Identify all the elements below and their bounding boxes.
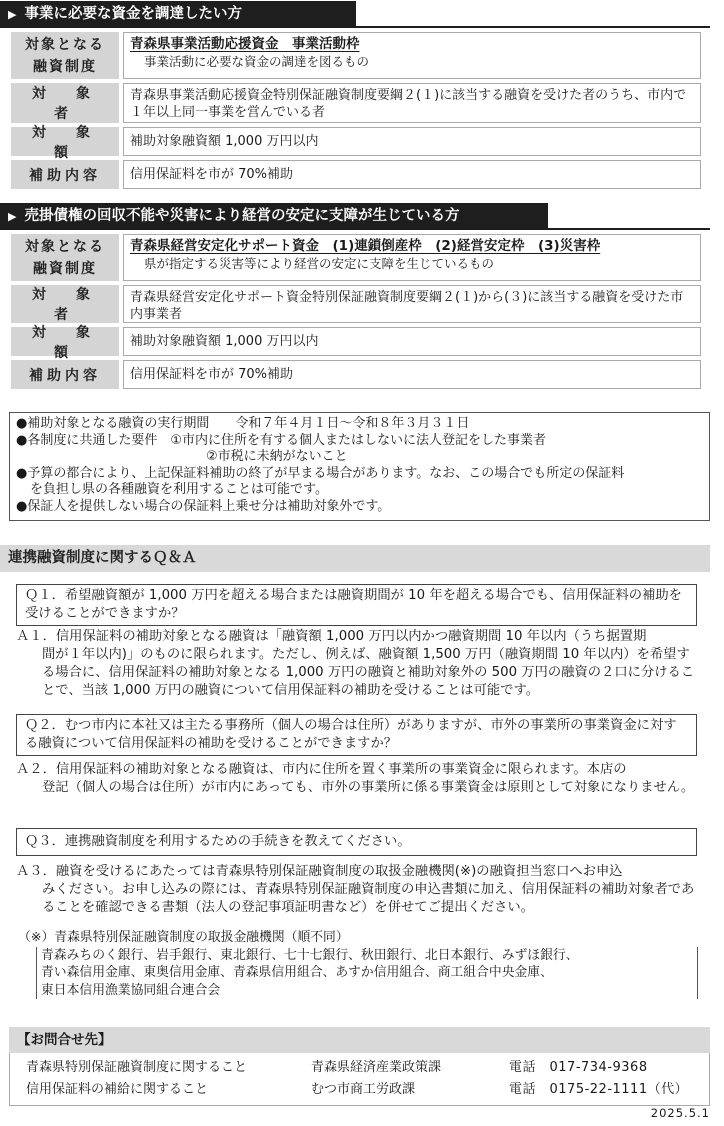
note-line: ●予算の都合により、上記保証料補助の終了が早まる場合があります。なお、この場合でも所定の保証料 [16,465,625,481]
row-value: 信用保証料を市が 70%補助 [123,360,701,389]
row-label: 補助内容 [11,160,119,189]
row-value: 青森県事業活動応援資金特別保証融資制度要綱２(１)に該当する融資を受けた者のうち、市内で１年以上同一事業を営んでいる者 [123,83,701,123]
answer-2-first: Ａ２．信用保証料の補助対象となる融資は、市内に住所を置く事業所の事業資金に限られます。本店の [16,762,627,777]
row-label: 対象となる 融資制度 [11,32,119,79]
section1-divider [356,26,710,28]
table-row [11,124,701,161]
publish-date: 2025.5.1 [650,1106,710,1120]
contact-row [26,1057,693,1079]
bank-line: 青い森信用金庫、東奥信用金庫、青森県信用組合、あすか信用組合、商工組合中央金庫、 [41,965,553,980]
answer-3-first: Ａ３．融資を受けるにあたっては青森県特別保証融資制度の取扱金融機関(※)の融資担当窓口へお申込 [16,864,623,879]
section2-heading [0,203,548,230]
answer-3-rest: みください。お申し込みの際には、青森県特別保証融資制度の申込書類に加え、信用保証料の補助対象者であることを確認できる書類（法人の登記事項証明書など）を併せてご提出ください。 [42,882,695,915]
note-line: ●補助対象となる融資の実行期間 令和７年４月１日～令和８年３月３１日 [16,416,470,431]
contact-body [9,1053,710,1106]
section1-heading [0,1,356,28]
row-label: 対 象 者 [11,285,119,323]
qa-heading: 連携融資制度に関するＱ＆Ａ [0,545,710,572]
table-row [11,324,701,361]
notes-box [9,412,710,521]
row-value: 補助対象融資額 1,000 万円以内 [123,127,701,156]
bank-list-section [18,929,706,999]
contact-heading: 【お問合せ先】 [9,1027,710,1053]
row-value: 補助対象融資額 1,000 万円以内 [123,327,701,356]
table-row [11,285,701,323]
row-label: 対 象 額 [11,127,119,156]
triangle-icon: ▶ [8,210,17,223]
section2-table [11,234,701,393]
answer-1-first: Ａ１．信用保証料の補助対象となる融資は「融資額 1,000 万円以内かつ融資期間 10 年以内（うち据置期 [16,629,647,644]
program-subtitle: 県が指定する災害等により経営の安定に支障を生じているもの [144,256,495,271]
contact-phone: 電話 017-734-9368 [509,1060,648,1075]
note-line: ●各制度に共通した要件 ①市内に住所を有する個人またはしないに法人登記をした事業者 [16,432,546,448]
table-row [11,360,701,389]
program-title: 青森県事業活動応援資金 事業活動枠 [130,36,360,52]
contact-topic: 信用保証料の補給に関すること [26,1082,209,1097]
answer-3 [16,863,702,917]
answer-1-rest: 間が１年以内)」のものに限られます。ただし、例えば、融資額 1,500 万円（融資期間 10 年以内）を希望する場合に、信用保証料の補助対象となる 1,000 万円の融資と補助対象外の 500 万円の融資の２口に分けることで、当該 1,000 万円の融資について信用保証料の補助を受けることは可能です。 [42,647,695,698]
triangle-icon: ▶ [8,8,17,21]
contact-dept: 青森県経済産業政策課 [311,1060,442,1075]
question-1: Ｑ１．希望融資額が 1,000 万円を超える場合または融資期間が 10 年を超える場合でも、信用保証料の補助を受けることができますか？ [16,584,697,626]
section2-heading-text: 売掛債権の回収不能や災害により経営の安定に支障が生じている方 [24,208,460,224]
contact-topic: 青森県特別保証融資制度に関すること [26,1060,248,1075]
contact-row [26,1079,693,1101]
question-2: Ｑ２．むつ市内に本社又は主たる事務所（個人の場合は住所）がありますが、市外の事業所の事業資金に対する融資について信用保証料の補助を受けることができますか？ [16,714,697,756]
program-title: 青森県経営安定化サポート資金 (1)連鎖倒産枠 (2)経営安定枠 (3)災害枠 [130,238,601,254]
note-line: ●保証人を提供しない場合の保証料上乗せ分は補助対象外です。 [16,498,391,514]
table-row [11,32,701,79]
row-value: 信用保証料を市が 70%補助 [123,160,701,189]
answer-2 [16,761,702,797]
contact-section [9,1027,710,1106]
row-label: 対 象 額 [11,327,119,356]
bank-line: 東日本信用漁業協同組合連合会 [41,982,221,998]
table-row [11,83,701,123]
program-subtitle: 事業活動に必要な資金の調達を図るもの [144,54,370,69]
table-row [11,160,701,189]
section1-table [11,32,701,193]
bank-list [36,947,698,1000]
contact-phone: 電話 0175-22-1111（代） [509,1082,689,1097]
bank-line: 青森みちのく銀行、岩手銀行、東北銀行、七十七銀行、秋田銀行、北日本銀行、みずほ銀行、 [41,947,579,963]
section2-divider [548,228,710,230]
row-value [123,234,701,281]
answer-1 [16,628,702,700]
bank-list-heading: （※）青森県特別保証融資制度の取扱金融機関（順不同） [18,930,349,945]
section1-heading-text: 事業に必要な資金を調達したい方 [24,6,242,22]
question-3: Ｑ３．連携融資制度を利用するための手続きを教えてください。 [16,828,697,856]
row-value [123,32,701,79]
row-label: 対象となる 融資制度 [11,234,119,281]
row-label: 対 象 者 [11,83,119,123]
table-row [11,234,701,281]
answer-2-rest: 登記（個人の場合は住所）が市内にあっても、市外の事業所に係る事業資金は原則として対象になりません。 [42,780,695,795]
row-label: 補助内容 [11,360,119,389]
note-line: を負担し県の各種融資を利用することは可能です。 [30,482,328,497]
row-value: 青森県経営安定化サポート資金特別保証融資制度要綱２(１)から(３)に該当する融資を受けた市内事業者 [123,285,701,323]
contact-dept: むつ市商工労政課 [311,1082,416,1097]
note-line: ②市税に未納がないこと [206,449,348,464]
